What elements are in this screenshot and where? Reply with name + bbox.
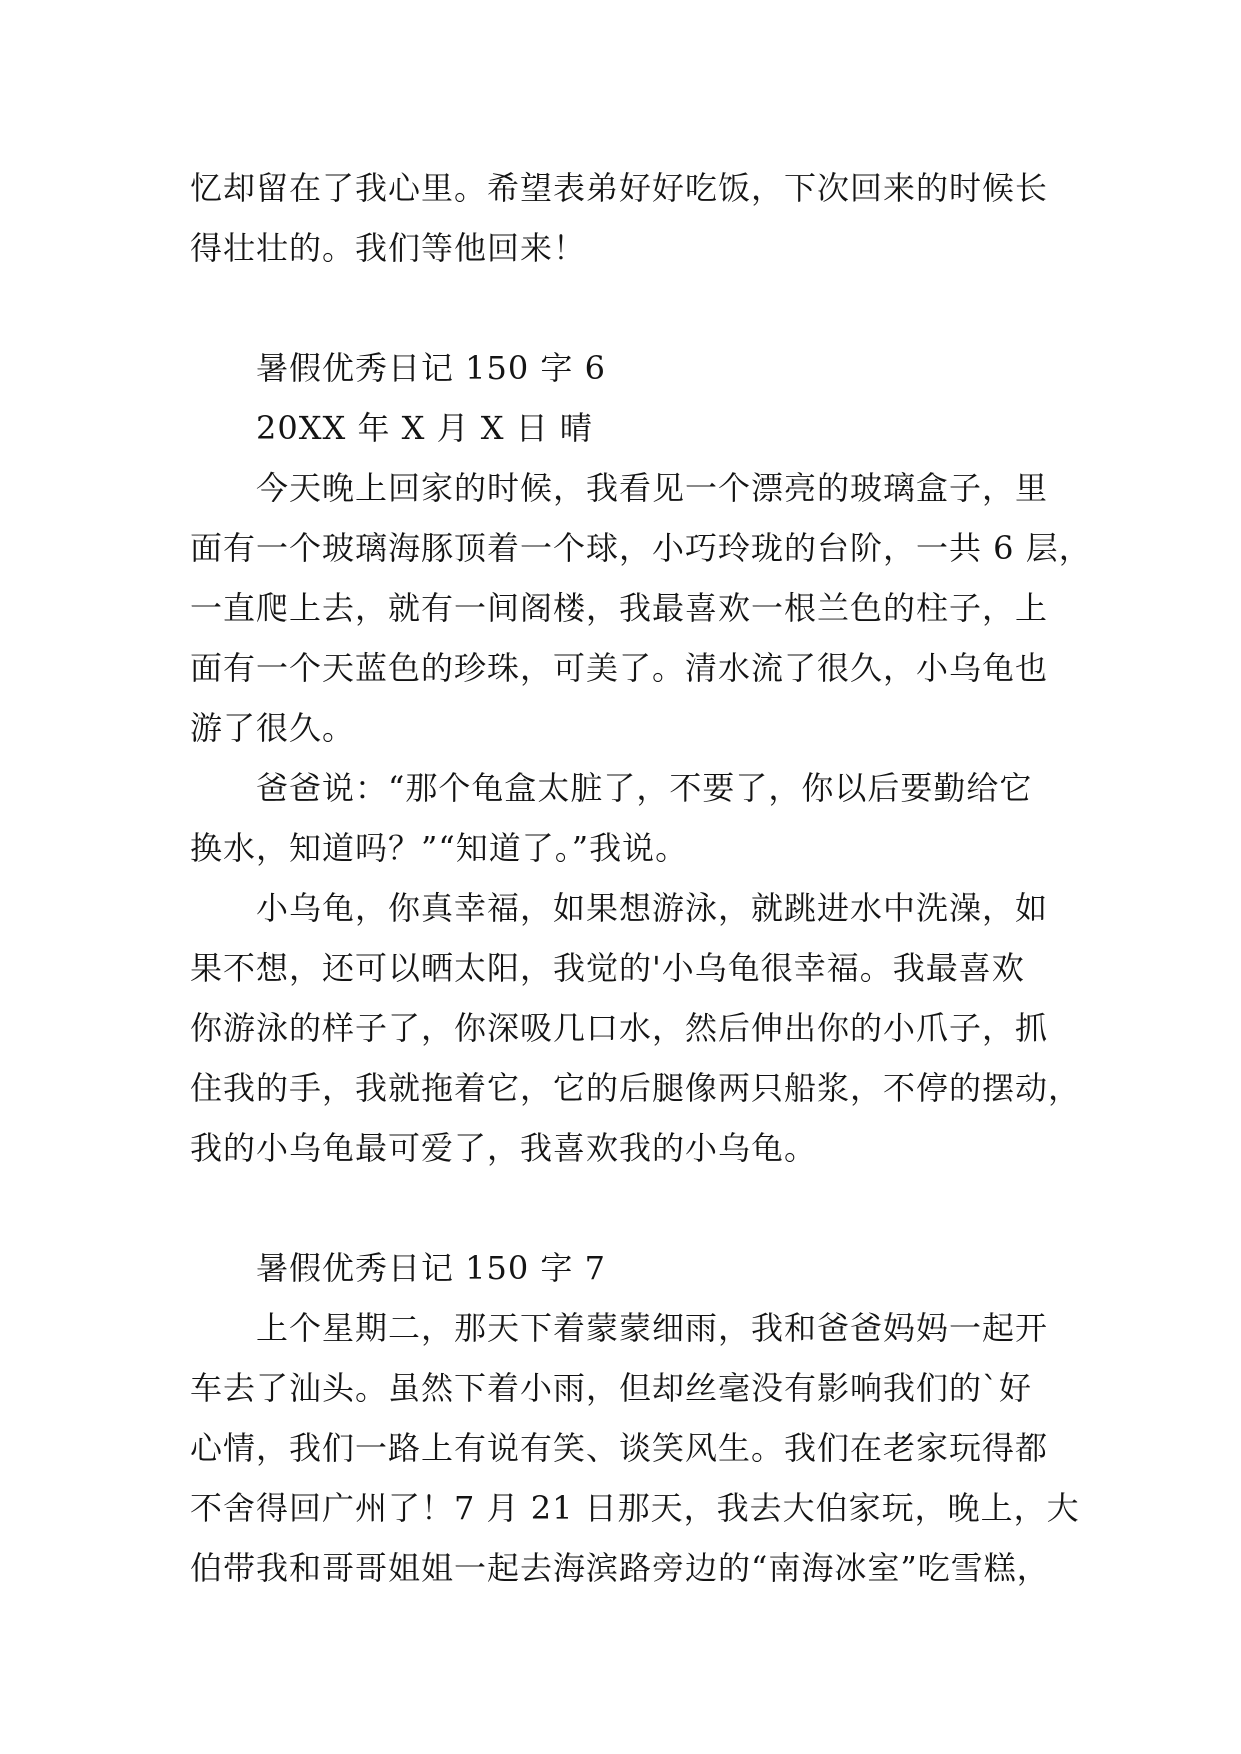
section-gap bbox=[190, 1178, 1054, 1238]
text-line: 爸爸说：“那个龟盒太脏了，不要了，你以后要勤给它 bbox=[256, 769, 1033, 807]
text-line: 换水，知道吗？”“知道了。”我说。 bbox=[190, 829, 689, 867]
text-line: 一直爬上去，就有一间阁楼，我最喜欢一根兰色的柱子，上 bbox=[190, 589, 1049, 627]
text-line: 小乌龟，你真幸福，如果想游泳，就跳进水中洗澡，如 bbox=[256, 889, 1049, 927]
text-line: 果不想，还可以晒太阳，我觉的'小乌龟很幸福。我最喜欢 bbox=[190, 949, 1025, 987]
text-line: 伯带我和哥哥姐姐一起去海滨路旁边的“南海冰室”吃雪糕， bbox=[190, 1549, 1050, 1587]
diary-6-date: 20XX 年 X 月 X 日 晴 bbox=[256, 409, 593, 447]
text-line: 游了很久。 bbox=[190, 709, 356, 747]
text-line: 心情，我们一路上有说有笑、谈笑风生。我们在老家玩得都 bbox=[190, 1429, 1049, 1467]
text-line: 你游泳的样子了，你深吸几口水，然后伸出你的小爪子，抓 bbox=[190, 1009, 1049, 1047]
text-line: 面有一个玻璃海豚顶着一个球，小巧玲珑的台阶，一共 6 层， bbox=[190, 529, 1092, 567]
diary-7-title: 暑假优秀日记 150 字 7 bbox=[256, 1249, 606, 1287]
text-line: 我的小乌龟最可爱了，我喜欢我的小乌龟。 bbox=[190, 1129, 818, 1167]
diary-6-title: 暑假优秀日记 150 字 6 bbox=[256, 349, 606, 387]
text-line: 车去了汕头。虽然下着小雨，但却丝毫没有影响我们的`好 bbox=[190, 1369, 1033, 1407]
text-line: 忆却留在了我心里。希望表弟好好吃饭，下次回来的时候长 bbox=[190, 169, 1049, 207]
text-line: 今天晚上回家的时候，我看见一个漂亮的玻璃盒子，里 bbox=[256, 469, 1049, 507]
section-gap bbox=[190, 278, 1054, 338]
text-line: 住我的手，我就拖着它，它的后腿像两只船浆，不停的摆动， bbox=[190, 1069, 1082, 1107]
text-line: 上个星期二，那天下着蒙蒙细雨，我和爸爸妈妈一起开 bbox=[256, 1309, 1049, 1347]
document-body bbox=[190, 158, 1092, 1598]
text-line: 面有一个天蓝色的珍珠，可美了。清水流了很久，小乌龟也 bbox=[190, 649, 1049, 687]
text-line: 不舍得回广州了！7 月 21 日那天，我去大伯家玩，晚上，大 bbox=[190, 1489, 1080, 1527]
text-line: 得壮壮的。我们等他回来！ bbox=[190, 229, 587, 267]
